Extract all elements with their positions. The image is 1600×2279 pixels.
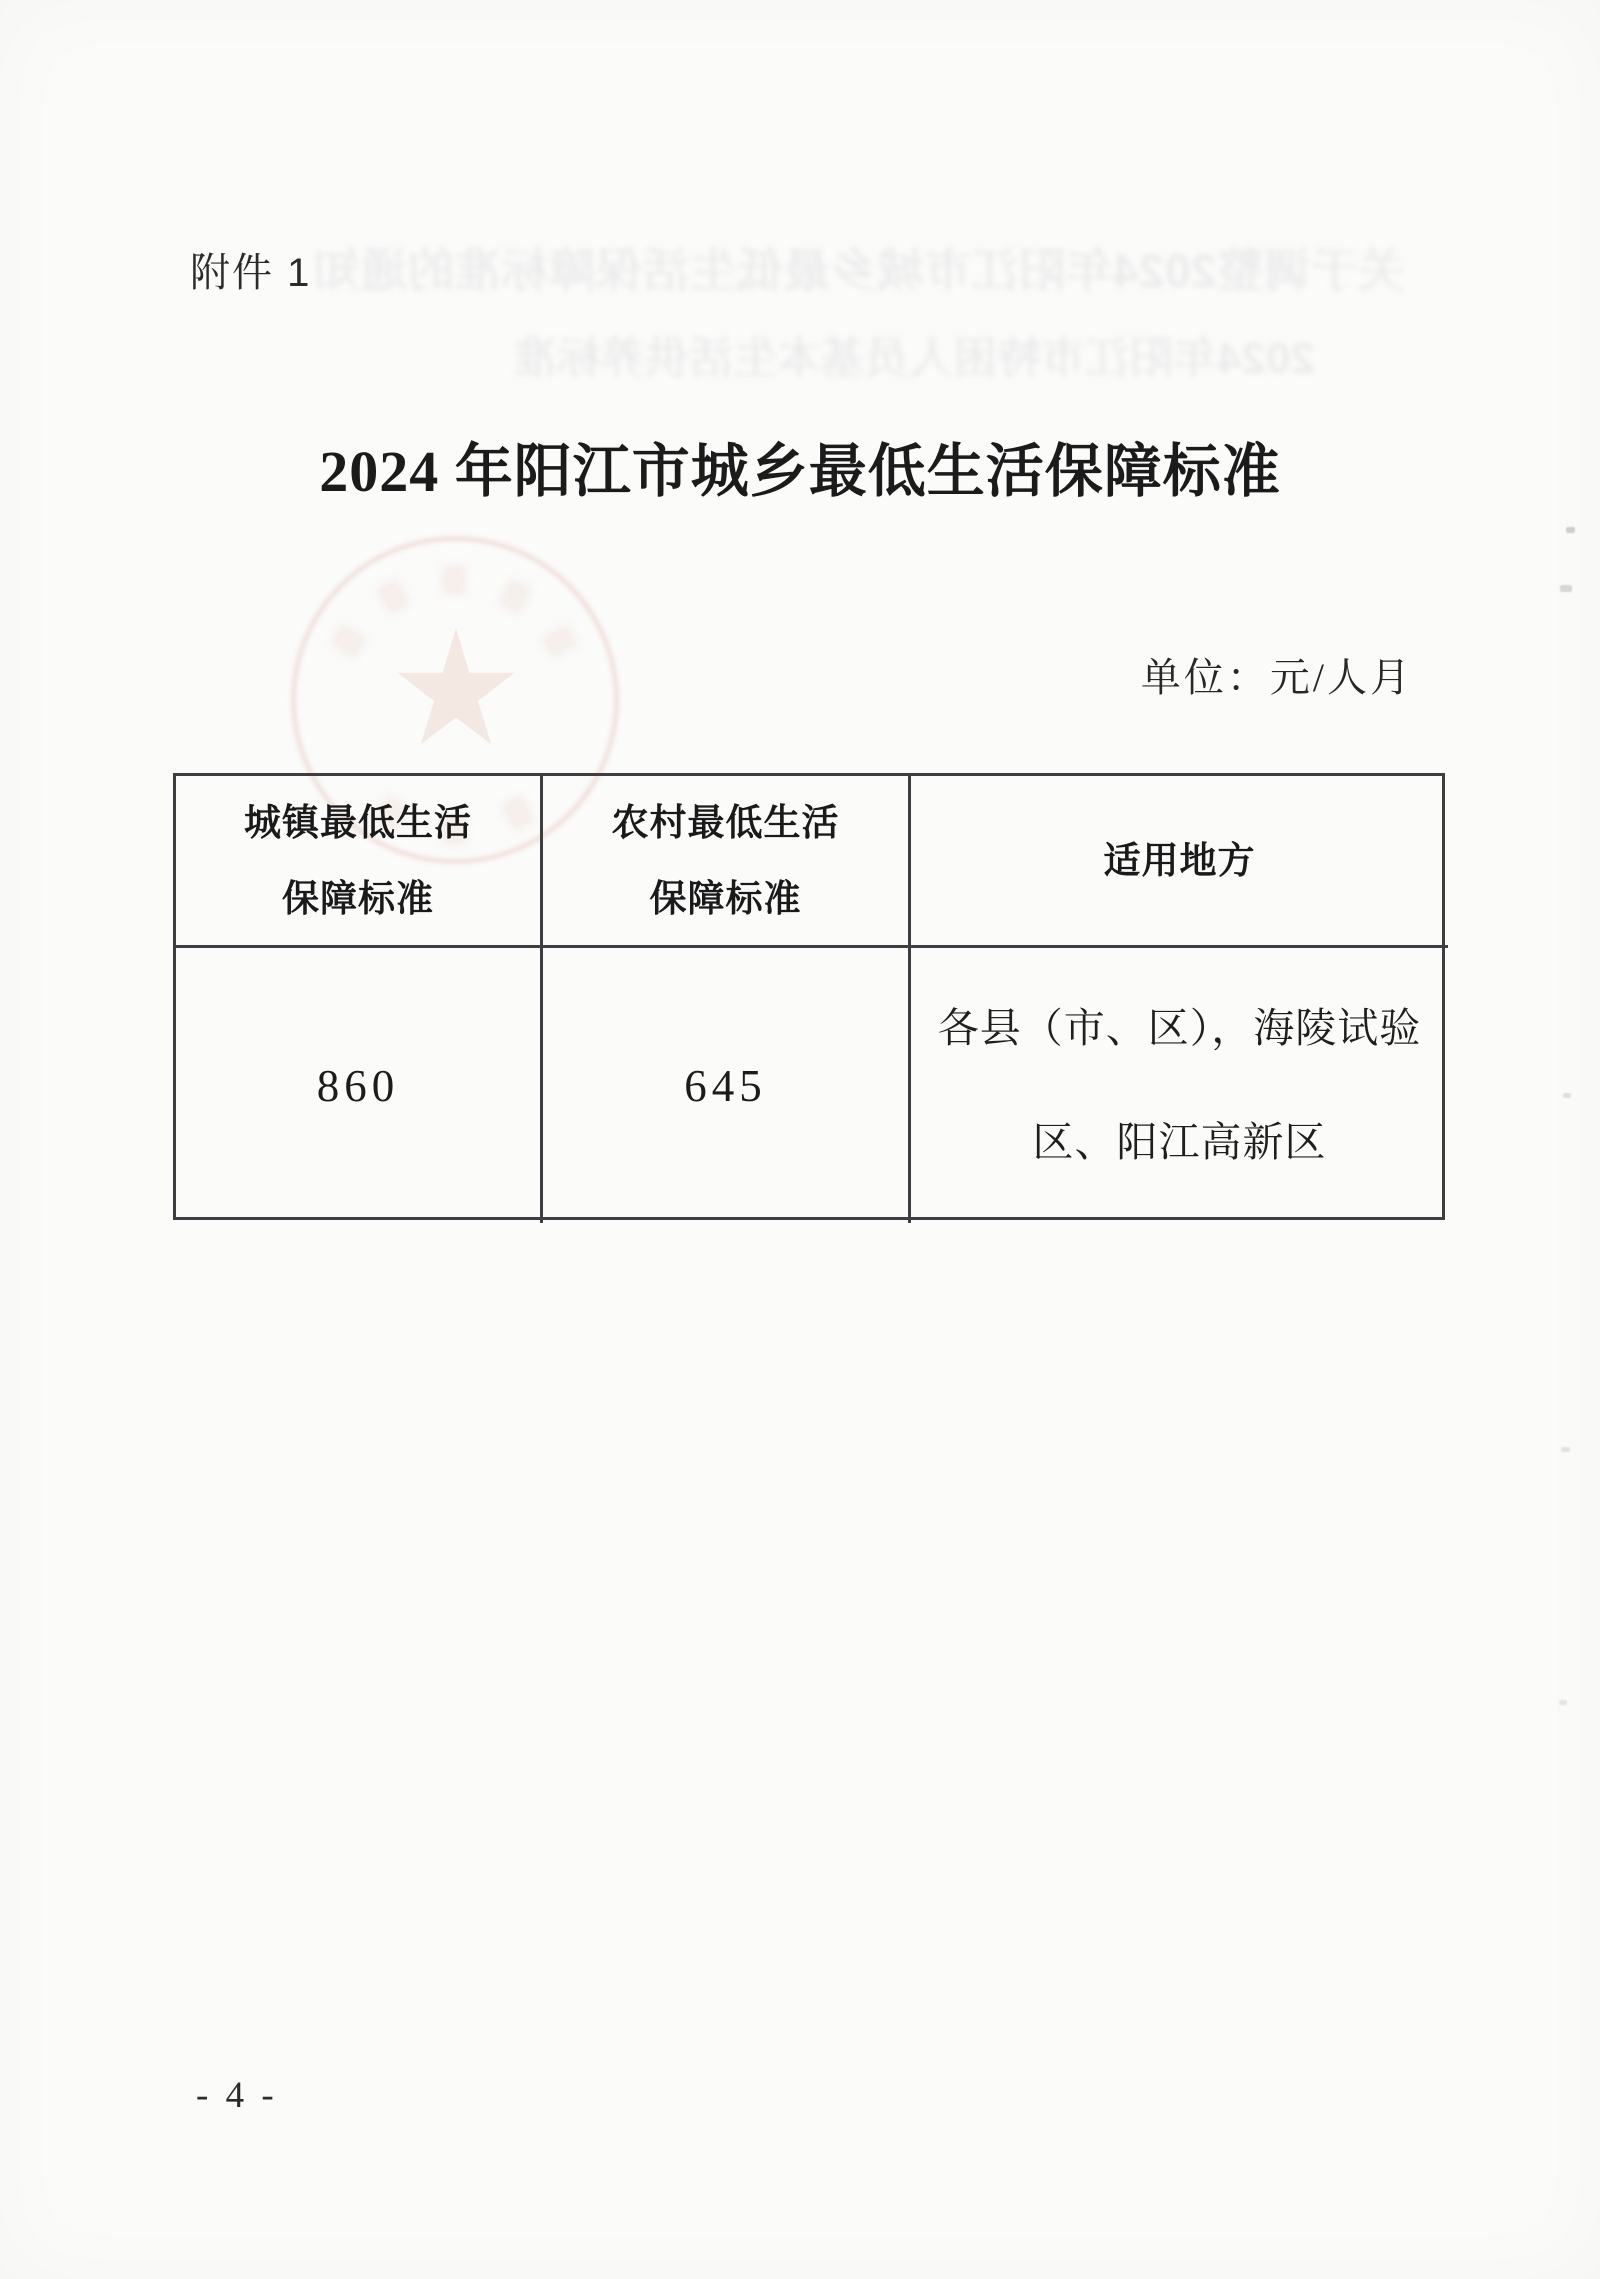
document-title: 2024 年阳江市城乡最低生活保障标准 [319, 439, 1281, 504]
scan-speck [1560, 585, 1572, 592]
bleedthrough-text-line1: 关于调整2024年阳江市城乡最低生活保障标准的通知 [313, 244, 1405, 297]
scan-speck [1561, 1447, 1570, 1452]
page-number: - 4 - [196, 2075, 278, 2116]
header-cell-urban-standard [176, 776, 543, 948]
region-text-line2: 区、阳江高新区 [1032, 1119, 1327, 1165]
scan-speck [1563, 1093, 1571, 1098]
header-cell-rural-standard [543, 776, 911, 948]
rural-standard-value: 645 [684, 1060, 767, 1111]
region-text-line1: 各县（市、区），海陵试验 [937, 1005, 1422, 1051]
seal-arc-text [374, 576, 413, 617]
value-cell-rural [543, 948, 911, 1223]
scan-speck [1566, 527, 1575, 533]
seal-arc-text [496, 576, 535, 617]
seal-arc-text [539, 622, 580, 661]
urban-standard-value: 860 [316, 1060, 400, 1111]
bleedthrough-text-line2: 2024年阳江市特困人员基本生活供养标准 [513, 334, 1315, 383]
header-region-label: 适用地方 [1103, 840, 1256, 881]
header-rural-line2: 保障标准 [649, 878, 802, 919]
value-cell-region [911, 948, 1448, 1223]
scan-speck [1559, 1700, 1567, 1705]
header-urban-line2: 保障标准 [282, 878, 434, 919]
seal-arc-text [328, 622, 369, 661]
attachment-label: 附件 1 [190, 251, 312, 295]
header-rural-line1: 农村最低生活 [611, 802, 840, 843]
standards-table [173, 773, 1445, 1220]
value-cell-urban [176, 948, 543, 1223]
header-urban-line1: 城镇最低生活 [244, 802, 472, 843]
seal-arc-text [441, 564, 467, 596]
seal-star-icon [395, 628, 517, 756]
header-cell-region [911, 776, 1448, 948]
unit-label: 单位：元/人月 [1140, 655, 1413, 700]
